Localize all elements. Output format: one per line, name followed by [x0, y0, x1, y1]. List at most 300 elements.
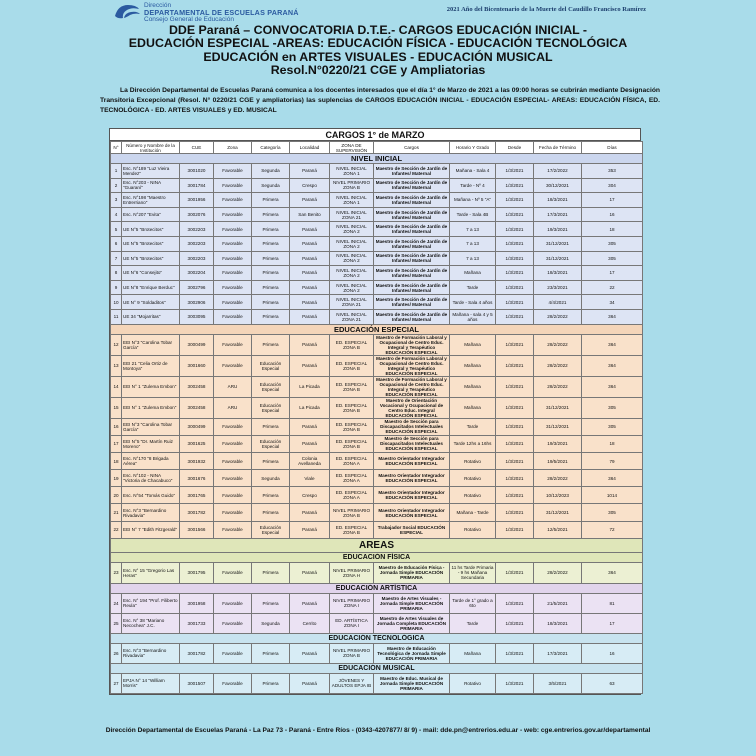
table-cell: Segunda [252, 178, 290, 193]
table-cell: 3001782 [180, 643, 214, 663]
table-cell: Paraná [290, 593, 330, 613]
table-cell: 3/5/2021 [534, 673, 582, 693]
table-cell: NIVEL INICIAL ZONA 2 [330, 222, 374, 237]
header-cell: CUE [180, 142, 214, 154]
table-cell: 16 [582, 207, 643, 222]
table-row [111, 418, 643, 435]
table-cell: 1/3/2021 [496, 470, 534, 487]
table-cell: UE N°8 "Enrique Berduc" [122, 280, 180, 295]
section-label: EDUCACIÓN ESPECIAL [111, 324, 643, 334]
table-cell: 3001566 [180, 521, 214, 538]
table-cell: 19 [111, 470, 122, 487]
table-cell: Mañana - sala 4 y 5 años [450, 309, 496, 324]
table-cell: 18/3/2021 [534, 613, 582, 633]
table-cell: Favorable [214, 613, 252, 633]
table-cell: 364 [582, 355, 643, 376]
table-cell: Primera [252, 593, 290, 613]
table-cell: Favorable [214, 504, 252, 521]
table-cell: Favorable [214, 266, 252, 281]
table-cell: 3001676 [180, 470, 214, 487]
table-row [111, 207, 643, 222]
table-cell: Primera [252, 334, 290, 355]
title-line-1: DDE Paraná – CONVOCATORIA D.T.E.- CARGOS EDUCACIÓN INICIAL - [168, 23, 588, 37]
table-cell: Favorable [214, 452, 252, 469]
table-cell: 31/12/2021 [534, 236, 582, 251]
table-cell: NIVEL INICIAL ZONA 21 [330, 295, 374, 310]
table-cell: Paraná [290, 295, 330, 310]
table-cell: Primera [252, 207, 290, 222]
table-cell: 28/2/2022 [534, 355, 582, 376]
table-cell: 1/3/2021 [496, 266, 534, 281]
table-cell: Favorable [214, 193, 252, 208]
table-cell: 3002076 [180, 207, 214, 222]
header-cell: Categoría [252, 142, 290, 154]
table-cell: 28/2/2022 [534, 334, 582, 355]
table-cell: Maestro de Sección de Jardín de Infantes/ Maternal [374, 266, 450, 281]
table-row [111, 334, 643, 355]
table-cell: EEI N°3 "Carolina Tobar García" [122, 334, 180, 355]
table-cell: Primera [252, 280, 290, 295]
table-cell: EEI N°5 "Dr. Martín Ruiz Moreno" [122, 435, 180, 452]
table-cell: 1/3/2021 [496, 178, 534, 193]
table-cell: Esc. N° 38 "Mariano Necochea" J.C. [122, 613, 180, 633]
table-cell: ED. ARTÍSTICA ZONA I [330, 613, 374, 633]
table-cell: Favorable [214, 295, 252, 310]
table-cell: 24 [111, 593, 122, 613]
table-cell: Viale [290, 470, 330, 487]
table-cell: Primera [252, 295, 290, 310]
header-row [111, 142, 643, 154]
page-title [0, 24, 756, 77]
table-cell: UE N°6 "Consejito" [122, 266, 180, 281]
table-cell: Maestro Orientador Integrador EDUCACIÓN ESPECIAL [374, 487, 450, 504]
section-row-tecno [111, 633, 643, 643]
table-cell: 3001507 [180, 673, 214, 693]
table-cell: Favorable [214, 280, 252, 295]
table-row [111, 355, 643, 376]
table-cell: 5 [111, 222, 122, 237]
table-cell: 18 [582, 435, 643, 452]
table-cell: Favorable [214, 309, 252, 324]
table-cell: 19/3/2021 [534, 435, 582, 452]
table-cell: NIVEL PRIMARIO ZONA B [330, 178, 374, 193]
table-cell: Esc. N°170 "8 Brigada Aérea" [122, 452, 180, 469]
table-cell: EEI 21 "Celia Ortiz de Montoya" [122, 355, 180, 376]
table-cell: 1/3/2021 [496, 452, 534, 469]
table-cell: EPJA N° 14 "William Morris" [122, 673, 180, 693]
table-cell: NIVEL PRIMARIO ZONA B [330, 504, 374, 521]
table-cell: 8 [111, 266, 122, 281]
table-cell: Maestro de Educ. Musical de Jornada Simple EDUCACIÓN PRIMARIA [374, 673, 450, 693]
header-cell: Número y Nombre de la Institución [122, 142, 180, 154]
table-cell: 1/3/2021 [496, 562, 534, 583]
section-row-artistica [111, 583, 643, 593]
table-cell: Crespo [290, 178, 330, 193]
table-body [111, 154, 643, 694]
table-cell: 364 [582, 334, 643, 355]
section-label: EDUCACIÓN FÍSICA [111, 552, 643, 562]
table-cell: Paraná [290, 193, 330, 208]
table-cell: 3 [111, 193, 122, 208]
table-cell: 31/12/2021 [534, 504, 582, 521]
table-cell: 3002906 [180, 295, 214, 310]
table-cell: Educación Especial [252, 397, 290, 418]
table-cell: Paraná [290, 418, 330, 435]
table-cell: Crespo [290, 487, 330, 504]
table-row [111, 452, 643, 469]
table-cell: 3001660 [180, 355, 214, 376]
table-cell: 17 [582, 266, 643, 281]
header-cell: Localidad [290, 142, 330, 154]
table-cell: 3001932 [180, 452, 214, 469]
table-cell: 6 [111, 236, 122, 251]
table-cell: Mañana - Sala 4 [450, 164, 496, 179]
table-cell: 17/2/2022 [534, 164, 582, 179]
table-cell: NIVEL PRIMARIO ZONA H [330, 562, 374, 583]
table-cell: 27 [111, 673, 122, 693]
table-cell: Maestro de Sección para Discapacitados Intelectuales EDUCACIÓN ESPECIAL [374, 418, 450, 435]
table-cell: 305 [582, 236, 643, 251]
table-cell: 18 [111, 452, 122, 469]
table-cell: 28/2/2022 [534, 562, 582, 583]
table-cell: Segunda [252, 470, 290, 487]
table-cell: Maestro de Sección de Jardín de Infantes/ Maternal [374, 222, 450, 237]
table-cell: Primera [252, 236, 290, 251]
section-row-especial [111, 324, 643, 334]
table-cell: ED. ESPECIAL ZONA B [330, 397, 374, 418]
table-cell: Maestro de Sección de Jardín de Infantes/ Maternal [374, 295, 450, 310]
table-row [111, 521, 643, 538]
table-cell: Maestro de Sección de Jardín de Infantes/ Maternal [374, 251, 450, 266]
table-cell: NIVEL PRIMARIO ZONA I [330, 593, 374, 613]
table-cell: Paraná [290, 222, 330, 237]
header-cell: Días [582, 142, 643, 154]
table-cell: Maestro de Sección de Jardín de Infantes/ Maternal [374, 164, 450, 179]
table-cell: 305 [582, 504, 643, 521]
table-cell: Favorable [214, 222, 252, 237]
table-cell: Primera [252, 266, 290, 281]
table-cell: Favorable [214, 236, 252, 251]
table-cell: 22 [111, 521, 122, 538]
table-cell: La Picada [290, 397, 330, 418]
table-cell: Esc. N°54 "Tomás Guido" [122, 487, 180, 504]
table-row [111, 470, 643, 487]
table-cell: San Benito [290, 207, 330, 222]
table-cell: La Picada [290, 376, 330, 397]
header-cell: ZONA DE SUPERVISIÓN [330, 142, 374, 154]
table-cell: Colonia Avellaneda [290, 452, 330, 469]
table-cell: 7 a 13 [450, 251, 496, 266]
table-cell: 364 [582, 562, 643, 583]
table-cell: Maestro de Sección de Jardín de Infantes/ Maternal [374, 193, 450, 208]
table-cell: Favorable [214, 207, 252, 222]
table-cell: Mañana [450, 334, 496, 355]
table-cell: 1/3/2021 [496, 295, 534, 310]
table-cell: Favorable [214, 673, 252, 693]
table-cell: Favorable [214, 334, 252, 355]
table-cell: Esc. N°189 "Luz Vieira Mendez" [122, 164, 180, 179]
table-cell: Paraná [290, 355, 330, 376]
table-cell: 25 [111, 613, 122, 633]
table-cell: 17/3/2021 [534, 207, 582, 222]
table-cell: 1/3/2021 [496, 334, 534, 355]
cargos-table [110, 141, 643, 694]
table-row [111, 613, 643, 633]
table-cell: 305 [582, 418, 643, 435]
table-cell: Rotativo [450, 487, 496, 504]
table-cell: Favorable [214, 521, 252, 538]
table-cell: Favorable [214, 251, 252, 266]
section-row-musical [111, 663, 643, 673]
table-cell: 23 [111, 562, 122, 583]
table-cell: Maestro de Formación Laboral y Ocupacional de Centro Educ. Integral y Terapéutico EDUCACIÓN ESPECIAL [374, 376, 450, 397]
table-cell: Maestro de Formación Laboral y Ocupacional de Centro Educ. Integral y Terapéutico EDUCACIÓN ESPECIAL [374, 334, 450, 355]
table-cell: 1/3/2021 [496, 521, 534, 538]
title-line-2: EDUCACIÓN ESPECIAL -AREAS: EDUCACIÓN FÍSICA - EDUCACIÓN TECNOLÓGICA [128, 36, 628, 51]
table-cell: 22 [582, 280, 643, 295]
table-cell: 364 [582, 470, 643, 487]
table-cell: 1/3/2021 [496, 487, 534, 504]
table-cell: 16 [111, 418, 122, 435]
table-cell: 11 [111, 309, 122, 324]
table-cell: 10 [111, 295, 122, 310]
table-row [111, 487, 643, 504]
table-cell: Primera [252, 193, 290, 208]
table-cell: NIVEL INICIAL ZONA 21 [330, 309, 374, 324]
table-cell: NIVEL INICIAL ZONA 2 [330, 280, 374, 295]
table-cell: Esc. N°3 "Bernardino Rivadavia" [122, 643, 180, 663]
table-cell: Educación Especial [252, 376, 290, 397]
table-cell: EEI N° 1 "Zulema Embon" [122, 397, 180, 418]
header-cell: N° [111, 142, 122, 154]
table-cell: Tarde [450, 418, 496, 435]
section-label: EDUCACIÓN MUSICAL [111, 663, 643, 673]
table-cell: Paraná [290, 236, 330, 251]
table-row [111, 295, 643, 310]
table-cell: EEI N° 7 "Edith Fitzgerald" [122, 521, 180, 538]
table-cell: 1/3/2021 [496, 251, 534, 266]
table-cell: 28/2/2022 [534, 376, 582, 397]
table-cell: 26 [111, 643, 122, 663]
header-cell: Horario Y Grado [450, 142, 496, 154]
table-cell: 17 [582, 193, 643, 208]
table-cell: 23/3/2021 [534, 280, 582, 295]
table-row [111, 397, 643, 418]
table-cell: 16 [582, 643, 643, 663]
table-cell: NIVEL INICIAL ZONA 2 [330, 251, 374, 266]
table-cell: ED. ESPECIAL ZONA A [330, 470, 374, 487]
table-cell: Educación Especial [252, 521, 290, 538]
header-cell: Zona [214, 142, 252, 154]
table-cell: 31/12/2021 [534, 251, 582, 266]
table-cell: 1/3/2021 [496, 435, 534, 452]
table-cell: 72 [582, 521, 643, 538]
table-cell: ED. ESPECIAL ZONA B [330, 418, 374, 435]
section-label: AREAS [111, 538, 643, 552]
table-cell: 19/5/2021 [534, 452, 582, 469]
section-label: EDUCACIÓN TECNOLÓGICA [111, 633, 643, 643]
table-cell: 353 [582, 164, 643, 179]
table-cell: Maestro de Educación Física - Jornada Simple EDUCACIÓN PRIMARIA [374, 562, 450, 583]
table-cell: Tarde [450, 613, 496, 633]
table-cell: 7 a 13 [450, 236, 496, 251]
table-cell: Favorable [214, 164, 252, 179]
table-cell: Mañana - Tarde [450, 504, 496, 521]
table-row [111, 251, 643, 266]
table-cell: 18/3/2021 [534, 193, 582, 208]
table-cell: ED. ESPECIAL ZONA A [330, 487, 374, 504]
table-cell: Favorable [214, 643, 252, 663]
table-cell: NIVEL INICIAL ZONA 2 [330, 266, 374, 281]
table-cell: ARU [214, 397, 252, 418]
table-cell: Favorable [214, 593, 252, 613]
table-cell: Favorable [214, 418, 252, 435]
table-cell: 20 [111, 487, 122, 504]
table-cell: 364 [582, 309, 643, 324]
table-cell: 3002203 [180, 236, 214, 251]
table-cell: Paraná [290, 673, 330, 693]
table-cell: Educación Especial [252, 355, 290, 376]
table-cell: Tarde de 1° grado a 6to [450, 593, 496, 613]
table-cell: 1/3/2021 [496, 643, 534, 663]
table-cell: 1/3/2021 [496, 355, 534, 376]
table-cell: Esc. N° 194 "Prof. Filiberto Reula" [122, 593, 180, 613]
table-cell: 9 [111, 280, 122, 295]
table-row [111, 562, 643, 583]
table-cell: UE N°5 "Brotecitos" [122, 236, 180, 251]
table-row [111, 673, 643, 693]
table-cell: Paraná [290, 562, 330, 583]
table-cell: 1/3/2021 [496, 593, 534, 613]
table-row [111, 309, 643, 324]
table-cell: 34 [582, 295, 643, 310]
table-cell: 1 [111, 164, 122, 179]
table-cell: Mañana [450, 643, 496, 663]
table-row [111, 280, 643, 295]
table-cell: 4/4/2021 [534, 295, 582, 310]
table-cell: 3001784 [180, 178, 214, 193]
table-cell: 28/2/2022 [534, 470, 582, 487]
table-cell: Mañana [450, 266, 496, 281]
table-cell: Rotativo [450, 452, 496, 469]
table-cell: 1/3/2021 [496, 613, 534, 633]
table-cell: 1/3/2021 [496, 280, 534, 295]
table-cell: 3001956 [180, 193, 214, 208]
table-cell: Maestro de Orientación Vocacional y Ocupacional de Centro Educ. Integral EDUCACIÓN ESPECIAL [374, 397, 450, 418]
table-cell: 3002203 [180, 251, 214, 266]
table-cell: 18/3/2021 [534, 266, 582, 281]
table-cell: 3001958 [180, 593, 214, 613]
table-cell: Favorable [214, 435, 252, 452]
table-cell: 81 [582, 593, 643, 613]
table-cell: 21 [111, 504, 122, 521]
table-cell: Paraná [290, 164, 330, 179]
table-cell: 3002204 [180, 266, 214, 281]
table-cell: 63 [582, 673, 643, 693]
table-row [111, 222, 643, 237]
table-cell: NIVEL PRIMARIO ZONA B [330, 643, 374, 663]
table-cell: Primera [252, 643, 290, 663]
table-cell: EEI N°3 "Carolina Tobar García" [122, 418, 180, 435]
table-cell: Esc. N°102 - NINA "Victoria de Chacabuco" [122, 470, 180, 487]
logo-line-1: Dirección [144, 2, 172, 9]
logo-line-3: Consejo General de Educación [144, 16, 234, 23]
table-cell: 3000499 [180, 334, 214, 355]
table-cell: Tarde - Sala 4B [450, 207, 496, 222]
table-cell: 1/3/2021 [496, 222, 534, 237]
table-row [111, 435, 643, 452]
table-cell: 4 [111, 207, 122, 222]
cargos-table-container [109, 128, 641, 695]
table-cell: Rotativo [450, 673, 496, 693]
table-row [111, 178, 643, 193]
table-cell: Maestro de Sección de Jardín de Infantes/ Maternal [374, 178, 450, 193]
table-cell: 18 [582, 222, 643, 237]
table-cell: 1/3/2021 [496, 309, 534, 324]
table-cell: 17 [111, 435, 122, 452]
table-cell: 13 [111, 355, 122, 376]
table-cell: Mañana [450, 397, 496, 418]
table-cell: 3001020 [180, 164, 214, 179]
bicentenario-banner: 2021 Año del Bicentenario de la Muerte del Caudillo Francisco Ramírez [446, 6, 646, 13]
table-cell: 28/2/2022 [534, 309, 582, 324]
title-line-4: Resol.N°0220/21 CGE y Ampliatorias [270, 62, 486, 77]
table-cell: 3002458 [180, 376, 214, 397]
table-cell: Paraná [290, 251, 330, 266]
table-cell: 7 a 13 [450, 222, 496, 237]
table-cell: 1/3/2021 [496, 207, 534, 222]
section-label: NIVEL INICIAL [111, 154, 643, 164]
table-cell: Primera [252, 309, 290, 324]
table-row [111, 376, 643, 397]
table-row [111, 643, 643, 663]
table-row [111, 504, 643, 521]
table-cell: JÓVENES Y ADULTOS EPJA IB [330, 673, 374, 693]
table-cell: 3000499 [180, 418, 214, 435]
table-cell: 305 [582, 397, 643, 418]
table-cell: ED. ESPECIAL ZONA B [330, 355, 374, 376]
table-cell: 364 [582, 376, 643, 397]
table-row [111, 193, 643, 208]
table-cell: 3001625 [180, 435, 214, 452]
section-row-fisica [111, 552, 643, 562]
table-cell: Paraná [290, 521, 330, 538]
table-cell: Tarde - Nº 4 [450, 178, 496, 193]
table-cell: Esc. N°198 "Maestro Entrerriano" [122, 193, 180, 208]
table-cell: Mañana [450, 376, 496, 397]
table-cell: ED. ESPECIAL ZONA B [330, 376, 374, 397]
table-cell: Primera [252, 673, 290, 693]
table-cell: Primera [252, 251, 290, 266]
logo [112, 2, 352, 24]
table-cell: 79 [582, 452, 643, 469]
table-cell: ED. ESPECIAL ZONA A [330, 452, 374, 469]
title-line-3: EDUCACIÓN en ARTES VISUALES - EDUCACIÓN MUSICAL [203, 49, 553, 64]
table-cell: Rotativo [450, 470, 496, 487]
table-cell: 1/3/2021 [496, 193, 534, 208]
table-cell: 1/3/2021 [496, 418, 534, 435]
logo-line-2: DEPARTAMENTAL DE ESCUELAS PARANÁ [144, 8, 299, 17]
table-cell: Maestro Orientador Integrador EDUCACIÓN ESPECIAL [374, 452, 450, 469]
table-cell: 3003095 [180, 309, 214, 324]
table-cell: ED. ESPECIAL ZONA B [330, 334, 374, 355]
table-cell: Primera [252, 222, 290, 237]
table-cell: UE N°5 "Brotecitos" [122, 251, 180, 266]
table-cell: 1/3/2021 [496, 376, 534, 397]
table-cell: UE N° 9 "Soldaditos" [122, 295, 180, 310]
table-cell: 3002203 [180, 222, 214, 237]
table-row [111, 593, 643, 613]
